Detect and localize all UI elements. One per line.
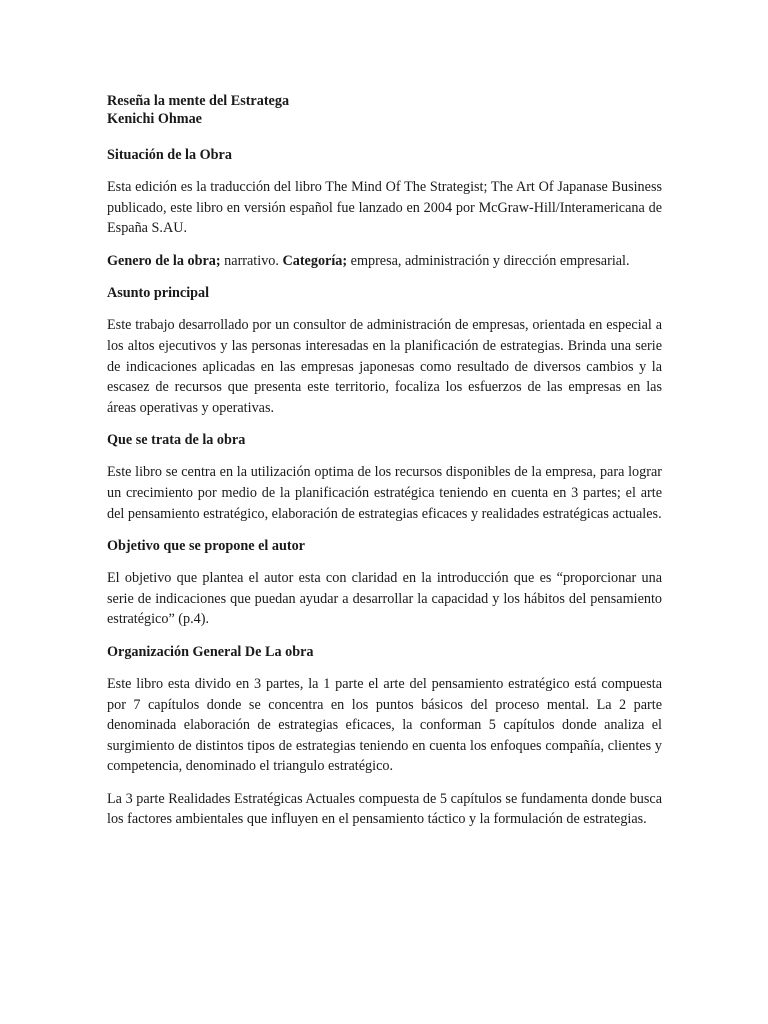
- value-categoria: empresa, administración y dirección empresarial.: [347, 252, 630, 269]
- heading-situacion: Situación de la Obra: [107, 147, 232, 163]
- heading-objetivo: Objetivo que se propone el autor: [107, 538, 305, 555]
- paragraph-genero: [107, 251, 662, 272]
- heading-trata: Que se trata de la obra: [107, 432, 246, 449]
- paragraph-organizacion-2: La 3 parte Realidades Estratégicas Actuales compuesta de 5 capítulos se fundamenta donde busca los factores ambientales que influyen en el pensamiento táctico y la formulación de estrategias.: [107, 790, 662, 828]
- heading-asunto: Asunto principal: [107, 285, 210, 302]
- document-author: Kenichi Ohmae: [107, 111, 202, 127]
- document-title: Reseña la mente del Estratega: [107, 93, 290, 109]
- paragraph-asunto: Este trabajo desarrollado por un consultor de administración de empresas, orientada en especial a los altos ejecutivos y las personas interesadas en la planificación de estrategias. Brinda una serie de indicaciones aplicadas en las empresas japonesas como resultado de diversos cambios y la escasez de recursos que presenta este territorio, focaliza los esfuerzos de las empresas en las áreas operativas y operativas.: [107, 317, 662, 416]
- document-page: [107, 92, 662, 842]
- label-categoria: Categoría;: [282, 252, 348, 269]
- paragraph-objetivo: El objetivo que plantea el autor esta con claridad en la introducción que es “proporcionar una serie de indicaciones que puedan ayudar a desarrollar la capacidad y los hábitos del pensamiento estratégico” (p.4).: [107, 570, 662, 628]
- paragraph-situacion: Esta edición es la traducción del libro The Mind Of The Strategist; The Art Of Japanase Business publicado, este libro en versión español fue lanzado en 2004 por McGraw-Hill/Interamericana de España S.AU.: [107, 179, 662, 237]
- label-genero: Genero de la obra;: [107, 252, 221, 269]
- value-genero: narrativo.: [220, 252, 283, 269]
- heading-organizacion: Organización General De La obra: [107, 643, 314, 660]
- title-block: [107, 92, 662, 128]
- paragraph-trata: Este libro se centra en la utilización optima de los recursos disponibles de la empresa, para lograr un crecimiento por medio de la planificación estratégica teniendo en cuenta en 3 partes; el arte del pensamiento estratégico, elaboración de estrategias eficaces y realidades estratégicas actuales.: [107, 464, 662, 522]
- paragraph-organizacion-1: Este libro esta divido en 3 partes, la 1 parte el arte del pensamiento estratégico está compuesta por 7 capítulos donde se concentra en los puntos básicos del proceso mental. La 2 parte denominada elaboración de estrategias eficaces, la conforman 5 capítulos donde analiza el surgimiento de distintos tipos de estrategias teniendo en cuenta los enfoques compañía, clientes y competencia, denominado el triangulo estratégico.: [107, 675, 662, 775]
